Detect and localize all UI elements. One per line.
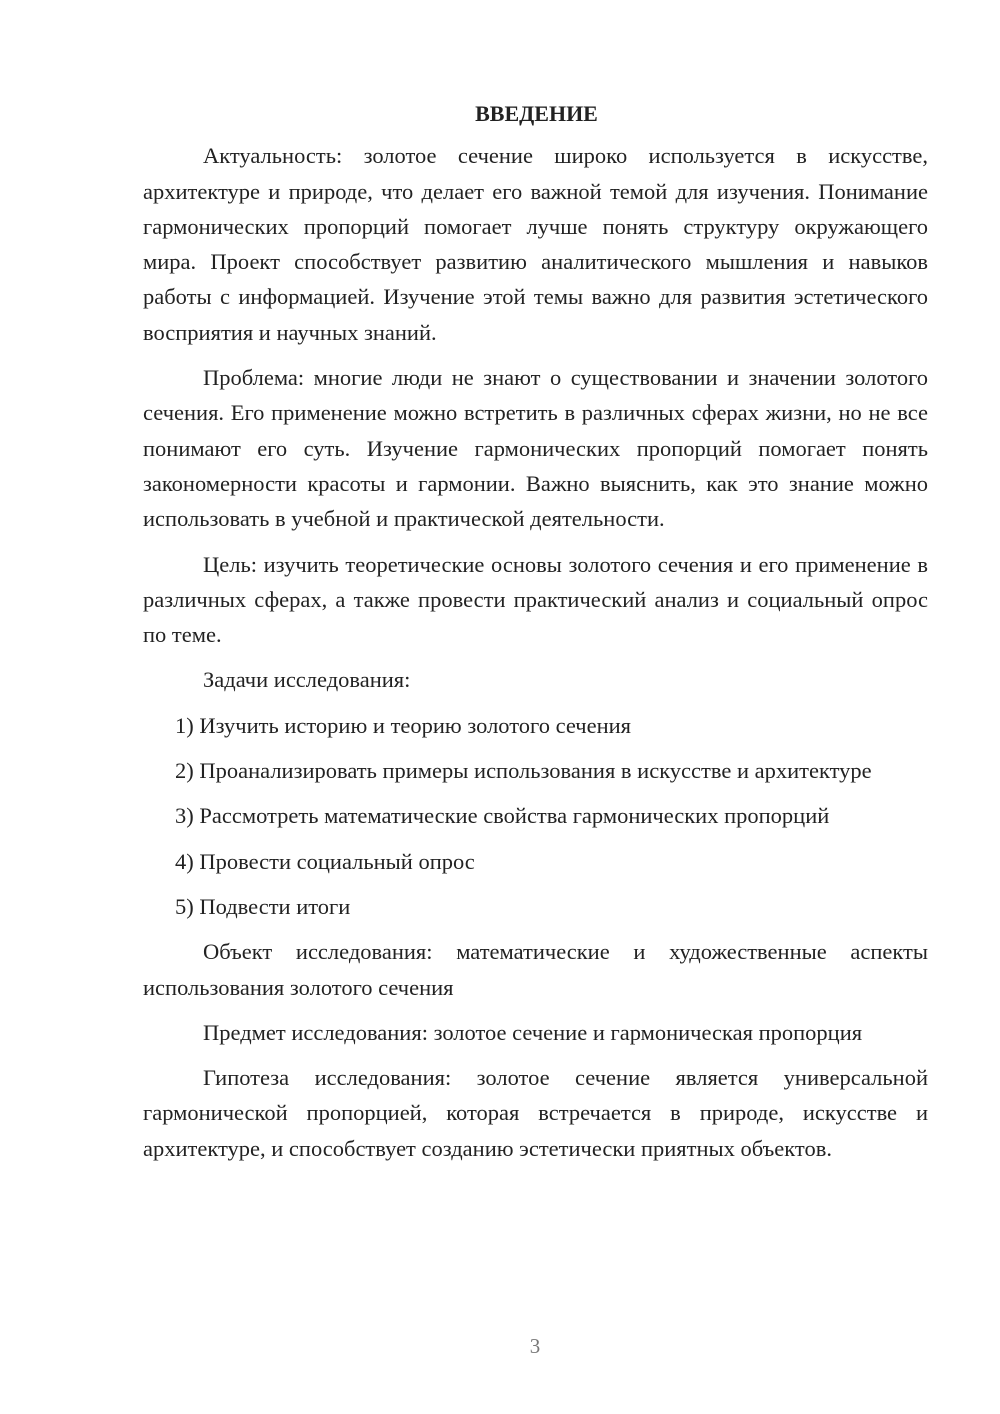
paragraph-relevance: Актуальность: золотое сечение широко используется в искусстве, архитектуре и природе, что делает его важной темой для изучения. Понимание гармонических пропорций помогает лучше понять структуру окружающего мира. Проект способствует развитию аналитического мышления и навыков работы с информацией. Изучение этой темы важно для развития эстетического восприятия и научных знаний. xyxy=(143,143,928,345)
task-item-5: 5) Подвести итоги xyxy=(175,893,351,919)
task-item-2: 2) Проанализировать примеры использования в искусстве и архитектуре xyxy=(175,758,872,784)
task-item-1: 1) Изучить историю и теорию золотого сечения xyxy=(175,712,631,738)
page-number: 3 xyxy=(529,1334,541,1358)
task-item-4: 4) Провести социальный опрос xyxy=(175,848,475,874)
paragraph-goal: Цель: изучить теоретические основы золотого сечения и его применение в различных сферах, а также провести практический анализ и социальный опрос по теме. xyxy=(143,551,928,648)
paragraph-tasks-heading: Задачи исследования: xyxy=(203,667,411,693)
paragraph-hypothesis: Гипотеза исследования: золотое сечение является универсальной гармонической пропорцией, которая встречается в природе, искусстве и архитектуре, и способствует созданию эстетически приятных объектов. xyxy=(143,1065,928,1161)
task-item-3: 3) Рассмотреть математические свойства гармонических пропорций xyxy=(175,803,830,829)
document-body xyxy=(143,96,928,1176)
paragraph-problem: Проблема: многие люди не знают о существовании и значении золотого сечения. Его применение можно встретить в различных сферах жизни, но не все понимают его суть. Изучение гармонических пропорций помогает понять закономерности красоты и гармонии. Важно выяснить, как это знание можно использовать в учебной и практической деятельности. xyxy=(143,365,928,532)
paragraph-subject: Предмет исследования: золотое сечение и гармоническая пропорция xyxy=(203,1019,863,1045)
section-title: ВВЕДЕНИЕ xyxy=(475,101,598,126)
paragraph-object: Объект исследования: математические и художественные аспекты использования золотого сечения xyxy=(143,939,928,1000)
